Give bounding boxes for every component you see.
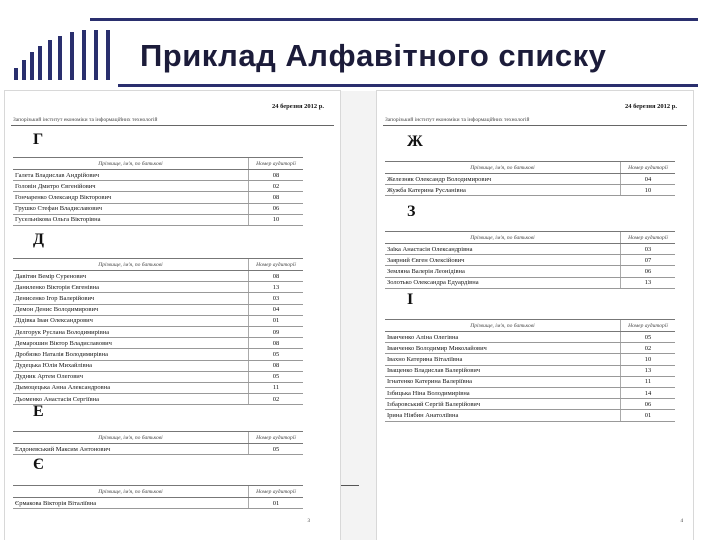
student-table [385, 319, 675, 422]
student-name: Ірина Ніябин Анатоліївна [385, 410, 621, 421]
student-name: Гончаренко Олександр Вікторович [13, 192, 249, 203]
room-number: 08 [249, 170, 304, 181]
table-row [13, 181, 303, 192]
student-table [13, 157, 303, 226]
table-row [13, 170, 303, 181]
section-letter: І [407, 291, 414, 308]
institute-name: Запорізький інститут економіки та інформаційних технологій [385, 117, 530, 123]
table-row [13, 444, 303, 455]
student-name: Заярний Євген Олексійович [385, 255, 621, 266]
table-row [13, 371, 303, 382]
stripe [22, 60, 26, 80]
top-rule [90, 18, 698, 21]
table-row [13, 338, 303, 349]
room-number: 04 [621, 174, 676, 185]
gutter-mark [341, 485, 359, 486]
table-row [13, 349, 303, 360]
student-name: Головін Дмитро Євгенійович [13, 181, 249, 192]
student-table [13, 258, 303, 405]
col-name-header: Прізвище, ім'я, по батькові [13, 486, 249, 498]
room-number: 10 [621, 185, 676, 196]
table-row [385, 255, 675, 266]
student-table [13, 431, 303, 455]
student-name: Железняк Олександр Володимирович [385, 174, 621, 185]
room-number: 13 [621, 277, 676, 288]
table-row [385, 343, 675, 354]
room-number: 05 [249, 444, 304, 455]
room-number: 10 [249, 214, 304, 225]
student-name: Даниленко Вікторія Євгенівна [13, 282, 249, 293]
table-row [385, 410, 675, 421]
section-letter: Ж [407, 133, 423, 150]
student-name: Іванченко Володимир Миколайович [385, 343, 621, 354]
table-row [385, 354, 675, 365]
table-row [385, 174, 675, 185]
stripe [38, 46, 42, 80]
col-name-header: Прізвище, ім'я, по батькові [13, 259, 249, 271]
section-letter: З [407, 203, 416, 220]
student-name: Єрмакова Вікторія Віталіївна [13, 498, 249, 509]
student-name: Гусельнікова Ольга Вікторівна [13, 214, 249, 225]
room-number: 06 [249, 203, 304, 214]
table-row [13, 498, 303, 509]
col-room-header: Номер аудиторії [249, 259, 304, 271]
table-row [385, 277, 675, 288]
table-row [13, 214, 303, 225]
col-name-header: Прізвище, ім'я, по батькові [13, 158, 249, 170]
col-room-header: Номер аудиторії [621, 162, 676, 174]
page-header [383, 103, 687, 126]
table-row [385, 332, 675, 343]
student-name: Денисенко Ігор Валерійович [13, 293, 249, 304]
table-row [13, 304, 303, 315]
table-row [13, 394, 303, 405]
col-room-header: Номер аудиторії [249, 158, 304, 170]
stripe [48, 40, 52, 80]
stripe [58, 36, 62, 80]
student-name: Івахно Катерина Віталіївна [385, 354, 621, 365]
room-number: 03 [249, 293, 304, 304]
title-underline [118, 84, 698, 87]
table-row [385, 387, 675, 398]
student-name: Ізбицька Ніна Володимирівна [385, 387, 621, 398]
room-number: 05 [249, 371, 304, 382]
stripe [94, 30, 98, 80]
room-number: 06 [621, 399, 676, 410]
student-table [385, 161, 675, 196]
table-row [385, 365, 675, 376]
student-name: Дробязко Наталія Володимирівна [13, 349, 249, 360]
room-number: 02 [249, 181, 304, 192]
page-number: 3 [307, 519, 310, 524]
room-number: 11 [621, 376, 676, 387]
table-row [13, 315, 303, 326]
room-number: 05 [621, 332, 676, 343]
section-letter: Е [33, 403, 44, 420]
student-name: Заїка Анастасія Олександрівна [385, 244, 621, 255]
student-name: Дудецька Юлія Михайлівна [13, 360, 249, 371]
page-number: 4 [680, 519, 683, 524]
document-page-left [5, 91, 340, 540]
room-number: 01 [249, 498, 304, 509]
col-name-header: Прізвище, ім'я, по батькові [13, 432, 249, 444]
table-row [385, 244, 675, 255]
institute-name: Запорізький інститут економіки та інформаційних технологій [13, 117, 158, 123]
table-row [385, 376, 675, 387]
col-name-header: Прізвище, ім'я, по батькові [385, 162, 621, 174]
stripe [82, 30, 86, 80]
table-row [385, 266, 675, 277]
table-row [13, 192, 303, 203]
room-number: 02 [621, 343, 676, 354]
room-number: 05 [249, 349, 304, 360]
stripe [70, 32, 74, 80]
student-name: Ігнатенко Катерина Валеріївна [385, 376, 621, 387]
student-name: Грушко Стефан Владиславович [13, 203, 249, 214]
student-name: Дудник Артем Олегович [13, 371, 249, 382]
student-table [13, 485, 303, 509]
room-number: 06 [621, 266, 676, 277]
table-row [13, 203, 303, 214]
slide-title: Приклад Алфавітного списку [140, 38, 607, 73]
student-name: Жужба Катерина Русланівна [385, 185, 621, 196]
section-letter: Д [33, 231, 45, 248]
room-number: 01 [621, 410, 676, 421]
room-number: 08 [249, 338, 304, 349]
student-name: Золотько Олександра Едуардівна [385, 277, 621, 288]
col-room-header: Номер аудиторії [621, 320, 676, 332]
page-date: 24 березня 2012 р. [624, 103, 677, 110]
student-name: Дымоцецька Анна Александровна [13, 382, 249, 393]
page-date: 24 березня 2012 р. [271, 103, 324, 110]
room-number: 08 [249, 192, 304, 203]
col-room-header: Номер аудиторії [621, 232, 676, 244]
room-number: 14 [621, 387, 676, 398]
student-name: Елдоневський Максим Антонович [13, 444, 249, 455]
table-row [385, 185, 675, 196]
student-name: Делгорук Руслана Володимирівна [13, 326, 249, 337]
table-row [13, 382, 303, 393]
student-table [385, 231, 675, 289]
student-name: Давітян Вемір Суренович [13, 271, 249, 282]
room-number: 01 [249, 315, 304, 326]
room-number: 10 [621, 354, 676, 365]
student-name: Ізбаровський Сергій Валерійович [385, 399, 621, 410]
room-number: 13 [621, 365, 676, 376]
student-name: Дьоменко Анастасія Сергіївна [13, 394, 249, 405]
page-gutter [340, 91, 377, 540]
room-number: 03 [621, 244, 676, 255]
stripe [30, 52, 34, 80]
room-number: 08 [249, 271, 304, 282]
table-row [13, 282, 303, 293]
room-number: 09 [249, 326, 304, 337]
stripe [14, 68, 18, 80]
page-header [11, 103, 334, 126]
stripe [106, 30, 110, 80]
table-row [385, 399, 675, 410]
student-name: Земляна Валерія Леонідівна [385, 266, 621, 277]
student-name: Дідівка Іван Олександрович [13, 315, 249, 326]
col-room-header: Номер аудиторії [249, 486, 304, 498]
student-name: Демарошин Віктор Владиславович [13, 338, 249, 349]
student-name: Іванченко Аліна Олегівна [385, 332, 621, 343]
col-name-header: Прізвище, ім'я, по батькові [385, 232, 621, 244]
room-number: 08 [249, 360, 304, 371]
col-room-header: Номер аудиторії [249, 432, 304, 444]
student-name: Демон Денис Володимирович [13, 304, 249, 315]
section-letter: Є [33, 456, 44, 473]
table-row [13, 360, 303, 371]
room-number: 02 [249, 394, 304, 405]
student-name: Галета Владислав Андрійович [13, 170, 249, 181]
table-row [13, 271, 303, 282]
room-number: 13 [249, 282, 304, 293]
col-name-header: Прізвище, ім'я, по батькові [385, 320, 621, 332]
table-row [13, 326, 303, 337]
student-name: Іващенко Владислав Валерійович [385, 365, 621, 376]
table-row [13, 293, 303, 304]
room-number: 07 [621, 255, 676, 266]
room-number: 11 [249, 382, 304, 393]
decorative-stripes-icon [14, 30, 124, 80]
room-number: 04 [249, 304, 304, 315]
section-letter: Г [33, 131, 44, 148]
document-page-right [377, 91, 693, 540]
